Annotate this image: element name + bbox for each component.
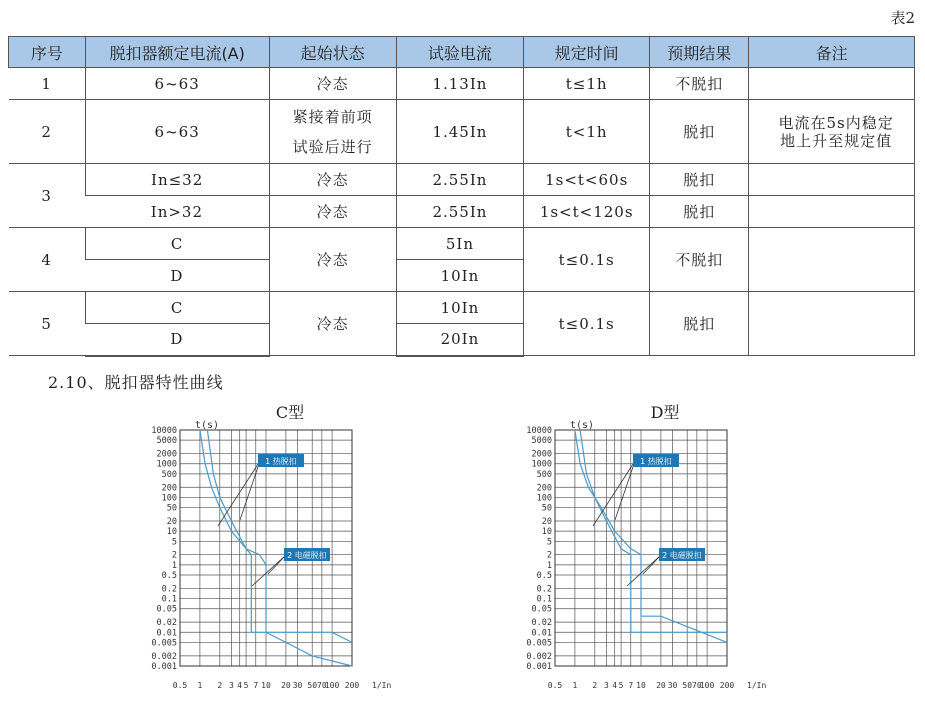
y-tick-label: 0.2 [536, 584, 552, 595]
row-no: 4 [9, 228, 86, 292]
table-row [9, 164, 915, 196]
annotation-leader [218, 461, 260, 526]
chart-d-svg [515, 398, 805, 698]
x-tick-label: 4 [237, 681, 243, 690]
y-tick-label: 10 [166, 527, 177, 538]
y-tick-label: 2000 [156, 449, 177, 460]
annotation-leader [268, 555, 286, 574]
row-current: 10In [396, 260, 523, 292]
row-state: 冷态 [269, 164, 396, 196]
x-tick-label: 5 [243, 681, 249, 690]
spec-table [8, 36, 915, 357]
header-no: 序号 [9, 37, 86, 68]
x-tick-label: 70 [317, 681, 327, 690]
row-time: 1s<t<60s [524, 164, 650, 196]
x-tick-label: 0.5 [172, 681, 188, 690]
row-result: 脱扣 [650, 100, 749, 164]
table-row [9, 228, 915, 260]
row-rated: In≤32 [85, 164, 269, 196]
table-row [9, 292, 915, 324]
y-tick-label: 0.05 [531, 604, 552, 615]
x-tick-label: 20 [656, 681, 666, 690]
note-line: 地上升至规定值 [780, 131, 893, 150]
x-tick-label: 30 [667, 681, 678, 690]
y-tick-label: 10000 [151, 426, 177, 436]
row-no: 3 [9, 164, 86, 228]
row-time: 1s<t<120s [524, 196, 650, 228]
x-tick-label: 0.5 [547, 681, 563, 690]
annotation-leader [240, 461, 260, 520]
row-state: 冷态 [269, 228, 396, 292]
header-rated: 脱扣器额定电流(A) [85, 37, 269, 68]
annotation-leader [252, 555, 286, 586]
row-result: 脱扣 [650, 292, 749, 356]
row-rated: D [85, 260, 269, 292]
y-axis-label: t(s) [570, 420, 595, 431]
row-result: 脱扣 [650, 196, 749, 228]
row-state [269, 100, 396, 164]
state-line: 试验后进行 [292, 137, 373, 156]
header-current: 试验电流 [396, 37, 523, 68]
x-tick-label: 1 [197, 681, 203, 690]
row-rated: In>32 [85, 196, 269, 228]
chart-d [515, 398, 805, 702]
header-result: 预期结果 [650, 37, 749, 68]
x-tick-label: 70 [692, 681, 702, 690]
x-tick-label: 7 [628, 681, 634, 690]
row-result: 不脱扣 [650, 68, 749, 100]
row-time: t≤0.1s [524, 228, 650, 292]
annotation-label: 1 热脱扣 [265, 457, 297, 466]
y-tick-label: 2000 [531, 449, 552, 460]
x-tick-label: 5 [618, 681, 624, 690]
x-tick-label: 10 [636, 681, 646, 690]
y-tick-label: 100 [161, 493, 177, 504]
chart-title: D型 [650, 403, 680, 422]
row-state: 冷态 [269, 196, 396, 228]
y-tick-label: 200 [161, 483, 177, 494]
x-tick-label: 3 [229, 681, 234, 690]
x-tick-label: 200 [719, 681, 735, 690]
chart-c [140, 398, 430, 702]
y-tick-label: 1 [171, 560, 177, 571]
row-rated: D [85, 324, 269, 356]
y-tick-label: 20 [541, 516, 552, 527]
note-line: 电流在5s内稳定 [778, 113, 894, 132]
y-tick-label: 10 [541, 527, 552, 538]
row-note [749, 68, 915, 100]
y-tick-label: 0.2 [161, 584, 177, 595]
annotation-leader [627, 555, 661, 586]
x-tick-label: 7 [253, 681, 259, 690]
header-time: 规定时间 [524, 37, 650, 68]
row-note [749, 196, 915, 228]
x-tick-label: 100 [699, 681, 715, 690]
y-tick-label: 0.002 [151, 651, 177, 662]
y-tick-label: 20 [166, 516, 177, 527]
row-time: t≤1h [524, 68, 650, 100]
x-tick-label: 10 [261, 681, 271, 690]
x-axis-label: 1/In [747, 681, 767, 690]
annotation-label: 2 电磁脱扣 [287, 551, 327, 560]
x-tick-label: 2 [592, 681, 598, 690]
x-tick-label: 50 [682, 681, 693, 690]
row-note [749, 228, 915, 292]
y-tick-label: 0.02 [156, 618, 177, 629]
x-tick-label: 1 [572, 681, 578, 690]
annotation-leader [593, 461, 635, 526]
y-tick-label: 0.01 [156, 628, 177, 639]
x-tick-label: 20 [281, 681, 291, 690]
table-label: 表2 [890, 9, 915, 27]
y-tick-label: 500 [161, 469, 177, 480]
row-current: 5In [396, 228, 523, 260]
annotation-leader [615, 461, 635, 520]
y-tick-label: 100 [536, 493, 552, 504]
section-title: 2.10、脱扣器特性曲线 [48, 373, 224, 392]
y-tick-label: 0.1 [161, 594, 177, 605]
y-tick-label: 2 [171, 550, 177, 561]
row-note [749, 292, 915, 356]
row-current: 10In [396, 292, 523, 324]
row-rated: 6~63 [85, 68, 269, 100]
chart-c-svg [140, 398, 430, 698]
y-tick-label: 5000 [156, 436, 177, 447]
row-current: 20In [396, 324, 523, 356]
y-tick-label: 0.1 [536, 594, 552, 605]
x-tick-label: 4 [612, 681, 618, 690]
x-tick-label: 100 [324, 681, 340, 690]
annotation-leader [643, 555, 661, 574]
y-tick-label: 1 [546, 560, 552, 571]
y-tick-label: 0.01 [531, 628, 552, 639]
row-note [749, 100, 915, 164]
y-tick-label: 50 [166, 503, 177, 514]
table-row [9, 196, 915, 228]
y-tick-label: 0.5 [161, 571, 177, 582]
row-state: 冷态 [269, 68, 396, 100]
row-rated: C [85, 292, 269, 324]
row-state: 冷态 [269, 292, 396, 356]
y-tick-label: 0.001 [151, 662, 177, 672]
row-result: 脱扣 [650, 164, 749, 196]
row-current: 2.55In [396, 164, 523, 196]
y-tick-label: 1000 [156, 459, 177, 470]
table-header-row [9, 37, 915, 68]
x-tick-label: 50 [307, 681, 318, 690]
y-tick-label: 0.5 [536, 571, 552, 582]
row-note [749, 164, 915, 196]
y-tick-label: 500 [536, 469, 552, 480]
x-tick-label: 2 [217, 681, 223, 690]
y-tick-label: 10000 [526, 426, 552, 436]
y-tick-label: 0.001 [526, 662, 552, 672]
y-tick-label: 2 [546, 550, 552, 561]
x-tick-label: 3 [604, 681, 609, 690]
y-tick-label: 0.05 [156, 604, 177, 615]
y-tick-label: 200 [536, 483, 552, 494]
table-row [9, 100, 915, 164]
y-tick-label: 5000 [531, 436, 552, 447]
chart-title: C型 [275, 403, 305, 422]
row-current: 2.55In [396, 196, 523, 228]
annotation-label: 1 热脱扣 [640, 457, 672, 466]
table-row [9, 68, 915, 100]
y-tick-label: 1000 [531, 459, 552, 470]
y-tick-label: 0.005 [526, 638, 552, 649]
row-no: 5 [9, 292, 86, 356]
y-tick-label: 0.005 [151, 638, 177, 649]
row-rated: C [85, 228, 269, 260]
x-tick-label: 200 [344, 681, 360, 690]
header-state: 起始状态 [269, 37, 396, 68]
y-tick-label: 50 [541, 503, 552, 514]
row-result: 不脱扣 [650, 228, 749, 292]
y-tick-label: 0.002 [526, 651, 552, 662]
row-rated: 6~63 [85, 100, 269, 164]
annotation-label: 2 电磁脱扣 [662, 551, 702, 560]
x-axis-label: 1/In [372, 681, 392, 690]
y-tick-label: 5 [546, 537, 552, 548]
state-line: 紧接着前项 [292, 107, 373, 126]
y-axis-label: t(s) [195, 420, 220, 431]
row-time: t<1h [524, 100, 650, 164]
row-current: 1.45In [396, 100, 523, 164]
header-note: 备注 [749, 37, 915, 68]
y-tick-label: 0.02 [531, 618, 552, 629]
row-current: 1.13In [396, 68, 523, 100]
y-tick-label: 5 [171, 537, 177, 548]
row-no: 1 [9, 68, 86, 100]
x-tick-label: 30 [292, 681, 303, 690]
row-time: t≤0.1s [524, 292, 650, 356]
row-no: 2 [9, 100, 86, 164]
